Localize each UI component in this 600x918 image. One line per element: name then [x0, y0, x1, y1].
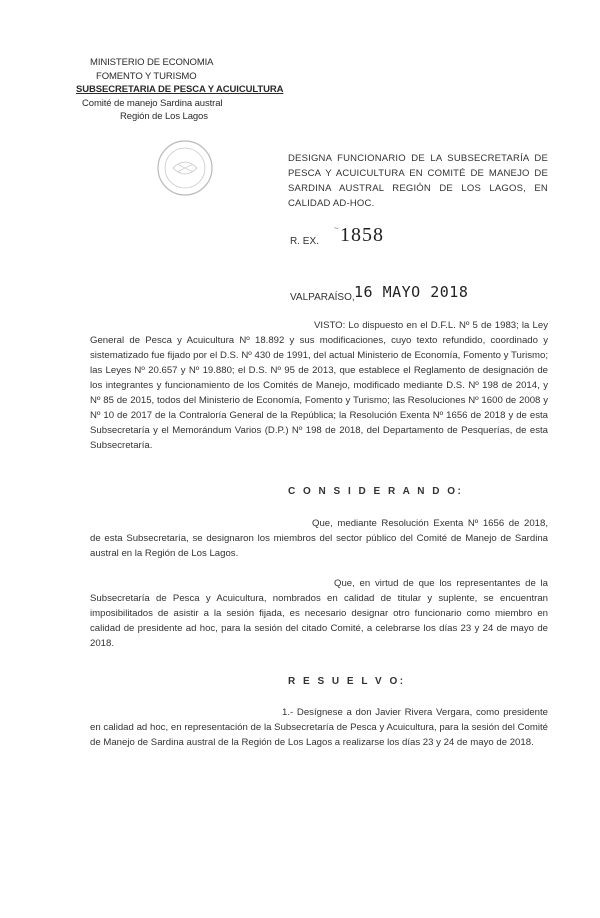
official-seal-icon: [155, 138, 215, 198]
considerando-paragraph-2: Que, en virtud de que los representantes de la Subsecretaría de Pesca y Acuicultura, nombrados en calidad de titular y suplente, se encuentran imposibilitados de asistir a la sesión fijada, es necesario designar otro funcionario como miembro en calidad de presidente ad hoc, para la sesión del citado Comité, a celebrarse los días 23 y 24 de mayo de 2018.: [90, 578, 548, 649]
region-name: Región de Los Lagos: [120, 111, 208, 122]
considerando-paragraph-1: Que, mediante Resolución Exenta Nº 1656 de 2018, de esta Subsecretaría, se designaron los miembros del sector público del Comité de Manejo de Sardina austral en la Región de Los Lagos.: [90, 518, 548, 559]
considerando-heading: C O N S I D E R A N D O:: [288, 486, 464, 497]
committee-name: Comité de manejo Sardina austral: [82, 97, 223, 109]
resuelvo-heading: R E S U E L V O:: [288, 676, 406, 687]
resolution-number: 1858: [340, 224, 384, 246]
ministry-subname: FOMENTO Y TURISMO: [96, 70, 197, 82]
resolution-subject: DESIGNA FUNCIONARIO DE LA SUBSECRETARÍA DE PESCA Y ACUICULTURA EN COMITÉ DE MANEJO DE SARDINA AUSTRAL REGIÓN DE LOS LAGOS, EN CALIDAD AD-HOC.: [288, 153, 548, 209]
resolution-prefix: R. EX.: [290, 236, 319, 247]
ministry-name: MINISTERIO DE ECONOMIA: [90, 57, 214, 68]
resolution-place: VALPARAÍSO,: [290, 292, 355, 303]
visto-paragraph: VISTO: Lo dispuesto en el D.F.L. Nº 5 de 1983; la Ley General de Pesca y Acuicultura Nº 18.892 y sus modificaciones, cuyo texto refundido, coordinado y sistematizado fue fijado por el D.S. Nº 430 de 1991, del actual Ministerio de Economía, Fomento y Turismo; las Leyes Nº 20.657 y Nº 19.880; el D.S. Nº 95 de 2013, que establece el Reglamento de designación de los integrantes y funcionamiento de los Comités de Manejo, modificado mediante D.S. Nº 198 de 2014, y Nº 85 de 2015, todos del Ministerio de Economía, Fomento y Turismo; las Resoluciones Nº 1600 de 2008 y Nº 10 de 2017 de la Contraloría General de la República; la Resolución Exenta Nº 1656 de 2018 y de esta Subsecretaría y el Memorándum Varios (D.P.) Nº 198 de 2018, del Departamento de Pesquerías, de esta Subsecretaría.: [90, 320, 548, 451]
resolution-date-stamp: 16 MAYO 2018: [354, 283, 469, 301]
resuelvo-paragraph-1: 1.- Desígnese a don Javier Rivera Vergara, como presidente en calidad ad hoc, en representación de la Subsecretaría de Pesca y Acuicultura, para la sesión del Comité de Manejo de Sardina austral de la Región de Los Lagos a realizarse los días 23 y 24 de mayo de 2018.: [90, 707, 548, 748]
letterhead: [76, 56, 284, 124]
handwritten-mark-icon: ~: [334, 224, 339, 233]
undersecretariat-name: SUBSECRETARIA DE PESCA Y ACUICULTURA: [76, 84, 284, 95]
